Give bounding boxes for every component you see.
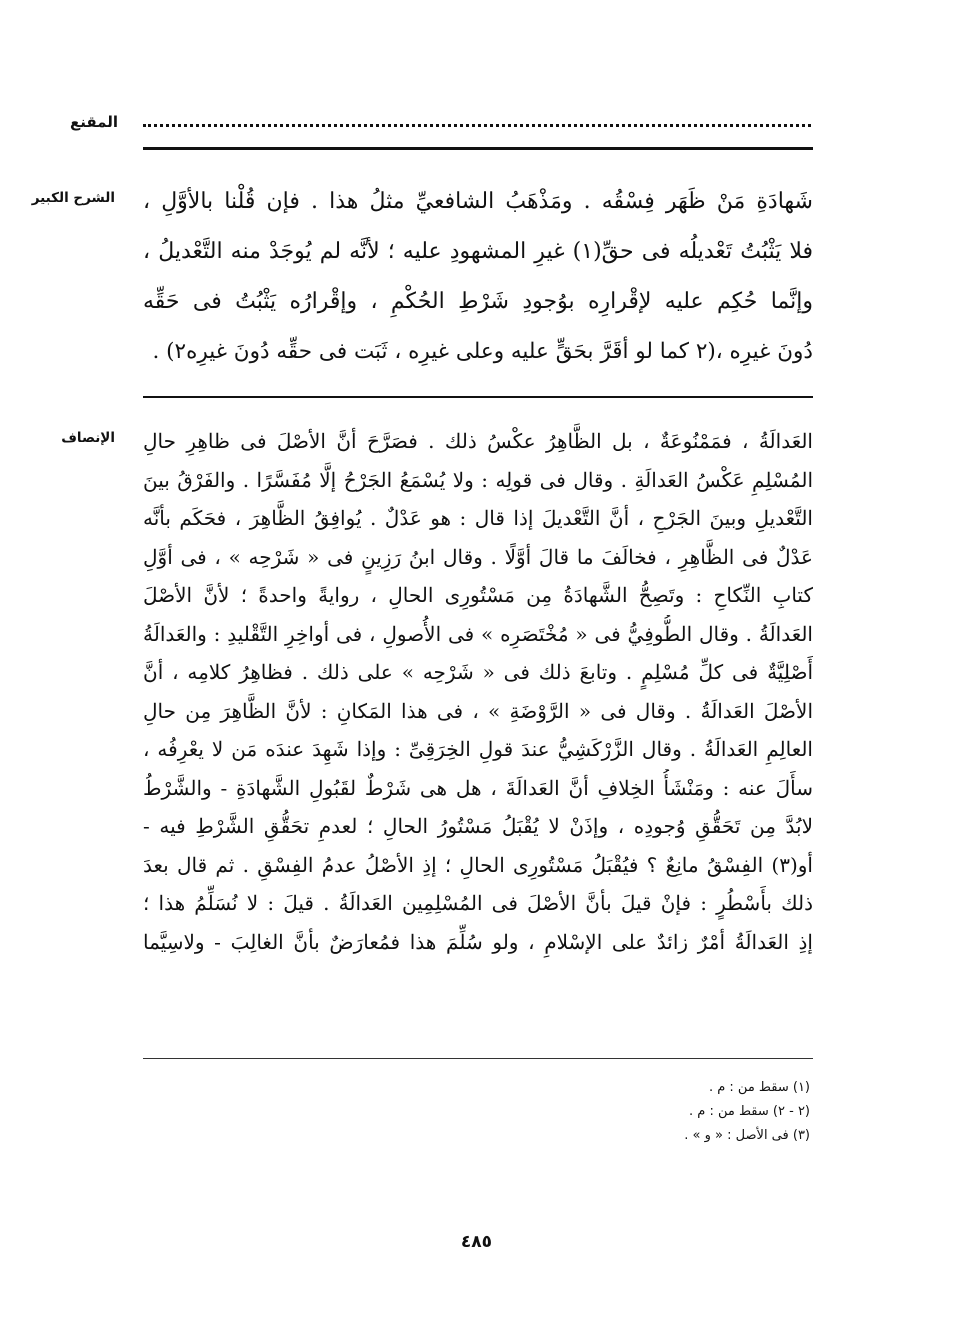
text-line: أَصْلِيَّةٌ فى كلِّ مُسْلِمٍ . وتابعَ ذلك فى « شَرْحِه » على ذلك . فظاهِرُ كلامِه ، أنَّ — [143, 660, 813, 684]
text-line: ذلك بأَسْطُرٍ : فإنْ قيلَ بأنَّ الأصْلَ فى المُسْلِمِين العَدالَةُ . قيلَ : لا نُسَلِّمُ هذا ؛ — [143, 891, 813, 915]
header-rule — [143, 147, 813, 150]
section-label-insaf: الإنصاف — [61, 430, 115, 446]
sharh-text-block — [143, 177, 813, 377]
text-line: كتابِ النِّكاحِ : وتَصِحُّ الشَّهادَةُ مِن مَسْتُورِى الحالِ ، روايةً واحدةً ؛ لأنَّ الأصْلَ — [143, 583, 813, 607]
text-line: لابُدَّ مِن تَحَقُّقِ وُجودِه ، وإذَنْ لا يُقْبَلُ مَسْتُورُ الحالِ ؛ لعدمِ تحَقُّقِ الشَّرْطِ فيه - — [143, 814, 813, 838]
text-line: العَدالَةُ ، فمَمْنُوعَةٌ ، بل الظَّاهِرُ عكْسُ ذلك . فصَرَّحَ أنَّ الأصْلَ فى ظاهِرِ حالِ — [143, 429, 813, 453]
footnote: (٣) فى الأصل : « و » . — [684, 1128, 810, 1143]
section-divider — [143, 396, 813, 398]
text-line: شَهادَةِ مَنْ ظَهَر فِسْقُه . ومَذْهَبُ الشافعيِّ مثلُ هذا . فإن قُلْنا بالأوَّلِ ، — [143, 189, 813, 214]
footnote: (١) سقط من : م . — [708, 1080, 810, 1095]
text-line: الأصْلَ العَدالَةُ . وقال فى « الرَّوْضَةِ » ، فى هذا المَكانِ : لأنَّ الظَّاهِرَ مِن حالِ — [143, 698, 813, 723]
page-number: ٤٨٥ — [460, 1232, 493, 1252]
text-line: المُسْلِمِ عَكْسُ العَدالَةِ . وقال فى قولِه : ولا يُسْمَعُ الجَرْحُ إلَّا مُفَسَّرًا . والفَرْقُ بينَ — [143, 467, 813, 492]
footnote: (٢ - ٢) سقط من : م . — [689, 1104, 810, 1119]
text-line: وإنَّما حُكِم عليه لإقْرارِه بوُجودِ شَرْطِ الحُكْمِ ، وإقْرارُه يَثْبُتُ فى حَقِّه — [143, 289, 813, 314]
header-dotted-leader — [143, 124, 811, 127]
running-title: المقنع — [70, 113, 118, 131]
insaf-text-block — [143, 422, 813, 961]
text-line: فلا يَثْبُتُ تَعْديلُه فى حقِّ(١) غيرِ المشهودِ عليه ؛ لأنَّه لم يُوجَدْ منه التَّعْديلُ ، — [143, 239, 813, 264]
footnotes — [410, 1076, 810, 1148]
text-line: العالِمِ العَدالَةُ . وقال الزَّرْكَشِيُّ عندَ قولِ الخِرَقِىِّ : وإذا شَهِدَ عندَه مَن لا يعْرِفُه ، — [143, 737, 813, 761]
text-line: إذِ العَدالَةُ أمْرٌ زائدٌ على الإسْلامِ ، ولو سُلِّمَ هذا فمُعارَضٌ بأنَّ الغالِبَ - ولاسِيَّما — [143, 929, 813, 954]
text-line: العَدالَةُ . وقال الطُّوفِيُّ فى « مُخْتَصَرِه » فى الأُصولِ ، فى أواخِرِ التَّقْليدِ : والعَدالَةُ — [143, 621, 813, 646]
text-line: أو(٣) الفِسْقُ مانِعٌ ؟ فيُقْبَلُ مَسْتُورِى الحالِ ؛ إذِ الأصْلُ عدمُ الفِسْقِ . ثم قال بعدَ — [143, 852, 813, 877]
section-label-sharh: الشرح الكبير — [31, 190, 115, 206]
text-line: عَدْلٌ فى الظَّاهِرِ ، فخالَفَ ما قالَ أوَّلًا . وقال ابنُ رَزِينٍ فى « شَرْحِه » ، فى أوَّلِ — [143, 544, 813, 569]
text-line: التَّعْديلِ وبينَ الجَرْحِ ، أنَّ التَّعْديلَ إذا قال : هو عَدْلٌ . يُوافِقُ الظَّاهِرَ ، فحَكَم بأنَّه — [143, 506, 813, 530]
footnote-rule — [143, 1058, 813, 1059]
text-line: دُونَ غيرِه ،(٢ كما لو أقَرَّ بحَقٍّ عليه وعلى غيرِه ، ثَبَت فى حقِّه دُونَ غيرِه٢) . — [152, 339, 813, 364]
text-line: سأَلَ عنه : ومَنْشَأُ الخِلافِ أنَّ العَدالَةَ ، هل هى شَرْطٌ لقَبُولِ الشَّهادَةِ - والشَّرْطُ — [143, 775, 813, 800]
